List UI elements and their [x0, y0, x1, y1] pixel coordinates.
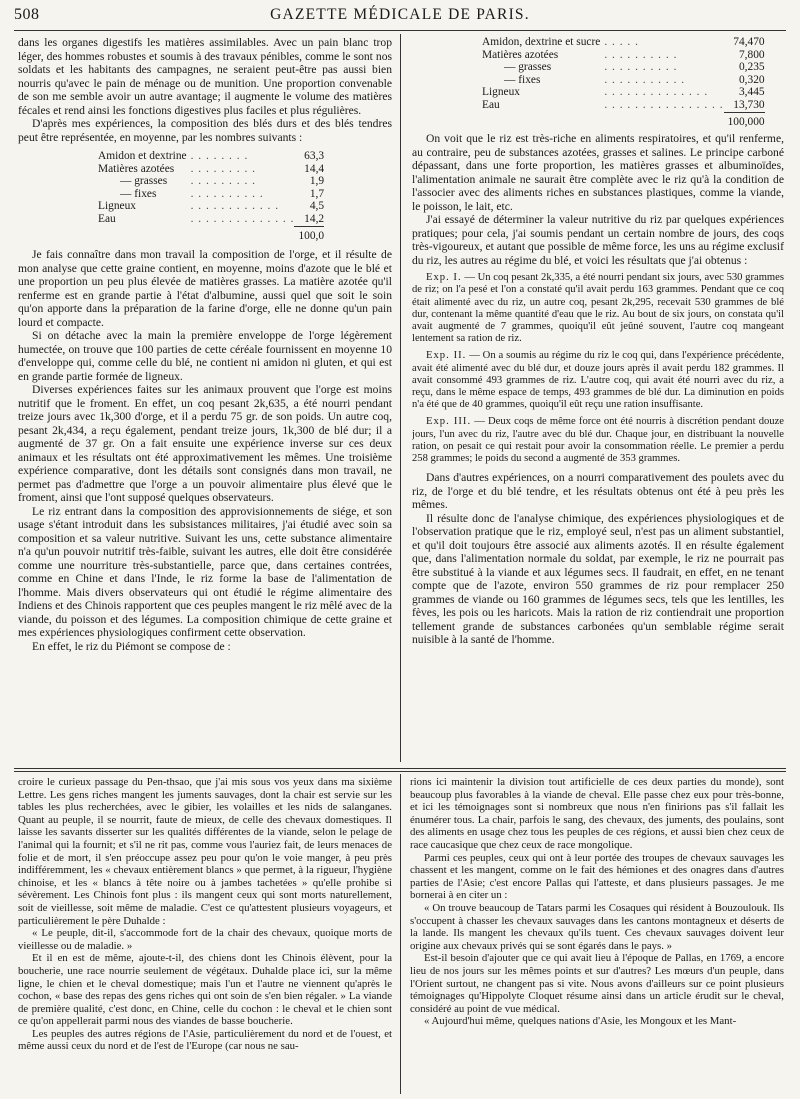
table-cell-name: — grasses: [120, 175, 168, 188]
leader-dots: . . . . . . . . . . . .: [190, 200, 280, 213]
table-total: 100,000: [724, 112, 765, 128]
article-right-column: [412, 36, 784, 762]
experiment-list: [412, 272, 784, 465]
leader-dots: . . . . . . . . .: [190, 175, 256, 188]
table-cell-value: 14,4: [304, 162, 325, 175]
table-cell-value: 3,445: [738, 86, 765, 99]
paragraph: Dans d'autres expériences, on a nourri comparativement des poulets avec du riz, de l'orge et du blé tendre, et les résultats obtenus ont été à peu près les mêmes.: [412, 471, 784, 512]
paragraph: Je fais connaître dans mon travail la composition de l'orge, et il résulte de mon analyse que cette graine contient, en moyenne, moins d'azote que le blé et une proportion un peu plus élevée de matières grasses. La matière azotée qu'il renferme est en grande partie à l'état d'albumine, aussi quel que soit le soin qu'on apporte dans la préparation de la farine d'orge, elle ne donne qu'un pain lourd et compacte.: [18, 248, 392, 329]
table-cell-name: Matières azotées: [482, 48, 559, 61]
experiment-label: Exp. II.: [426, 350, 467, 362]
leader-dots: . . . . . . . . . . . . . .: [604, 86, 709, 99]
table-total-row: [98, 226, 324, 242]
feuilleton-rule: [14, 768, 786, 769]
table-row: [98, 200, 324, 213]
paragraph: Et il en est de même, ajoute-t-il, des chiens dont les Chinois élèvent, pour la boucherie, une race nourrie seulement de végétaux. Duhalde place ici, sur la même ligne, le chien et le cheval domestique; mais l'un et l'autre ne viennent qu'après le cochon, « base des repas des gens riches qui ont soin de s'en bien régaler. » La viande de première qualité, c'est donc, en Chine, celle du cochon : le cheval et le chien sont ce qu'on appellerait parmi nous des viandes de basse boucherie.: [18, 952, 392, 1028]
experiment-text: — Un coq pesant 2k,335, a été nourri pendant six jours, avec 530 grammes de riz; on l'a pesé et l'on a constaté qu'il avait perdu 163 grammes. Pendant que ce coq était alimenté avec du riz, un autre coq, pesant 2k,295, recevait 530 grammes de blé dur, contenant la même quantité d'eau que le riz. Au bout de six jours, on constata qu'il avait augmenté de 7 grammes, quoiqu'il eût jeûné souvent, l'autre coq mangeant lentement sa ration de riz.: [412, 272, 784, 345]
table-cell-value: 1,9: [309, 175, 325, 188]
table-total: 100,0: [294, 226, 324, 242]
table-cell-name: — fixes: [504, 73, 541, 86]
paragraph: dans les organes digestifs les matières assimilables. Avec un pain blanc trop léger, des hommes robustes et soumis à des travaux pénibles, comme le sont nos soldats et les habitants des campagnes, ne seraient peut-être pas aussi bien nourris qu'avec le pain de ménage ou de munition. Une proportion convenable de son me semble avoir un autre avantage; il augmente le volume des matières fécales et rend ainsi les fonctions digestives plus faciles et plus régulières.: [18, 36, 392, 117]
table-total-row: [482, 112, 765, 128]
table-cell-name: Eau: [98, 213, 116, 226]
article-left-column: [18, 36, 392, 762]
leader-dots: . . . . . . . . .: [190, 162, 256, 175]
table-cell-value: 0,235: [738, 61, 765, 74]
table-cell-name: — fixes: [120, 187, 157, 200]
composition-table-ble: [98, 150, 324, 242]
header-rule: [14, 30, 786, 31]
table-row: [482, 61, 765, 74]
journal-title: GAZETTE MÉDICALE DE PARIS.: [270, 6, 530, 23]
table-cell-name: Amidon, dextrine et sucre: [482, 36, 601, 48]
experiment-text: — On a soumis au régime du riz le coq qui, dans l'expérience précédente, avait été alimenté avec du blé dur, et douze jours après il avait perdu 182 grammes. Il avait consommé 493 grammes de riz. L'autre coq, qui avait été nourri avec du riz, a reçu, dans le même espace de temps, 493 grammes de blé dur. La diminution en poids n'a été que de 40 grammes, quoiqu'il eût reçu une ration insuffisante.: [412, 350, 784, 411]
paragraph: On voit que le riz est très-riche en aliments respiratoires, et qu'il renferme, au contraire, peu de substances azotées, grasses et salines. Le principe carboné dépassant, dans une forte proportion, les matières grasses et albuminoïdes, l'alimentation animale ne saurait être complète avec le riz qu'à la condition de l'associer avec des aliments riches en substances plastiques, comme la viande, le poisson, le lait, etc.: [412, 132, 784, 213]
composition-table-riz: [482, 36, 765, 128]
page-header: [14, 6, 786, 28]
table-row: [98, 175, 324, 188]
table-row: [482, 99, 765, 112]
table-cell-name: Ligneux: [482, 86, 520, 99]
table-cell-value: 4,5: [309, 200, 325, 213]
paragraph: Parmi ces peuples, ceux qui ont à leur portée des troupes de chevaux sauvages les chassent et les mangent, comme on le fait des hémiones et des onagres dans d'autres parties de l'Asie; c'est encore Pallas qui l'atteste, et dans plusieurs passages. Je me bornerai à en citer un :: [410, 851, 784, 902]
table-cell-value: 1,7: [309, 187, 325, 200]
experiment-label: Exp. I.: [426, 272, 462, 284]
table-row: [98, 188, 324, 201]
table-row: [482, 49, 765, 62]
table-cell-name: Eau: [482, 99, 500, 112]
leader-dots: . . . . . . . . . .: [190, 187, 264, 200]
table-cell-name: Ligneux: [98, 200, 136, 213]
table-cell-value: 74,470: [733, 36, 765, 48]
paragraph: Si on détache avec la main la première enveloppe de l'orge légèrement humectée, on trouve que 100 parties de cette céréale fournissent en moyenne 10 d'enveloppe qui, comme celle du blé, ne contient ni amidon ni gluten, et qui est en grande partie formée de ligneux.: [18, 329, 392, 383]
quotation: « On trouve beaucoup de Tatars parmi les Cosaques qui résident à Bouzoulouk. Ils s'occupent à chasser les chevaux sauvages dans les cantons montagneux et déserts de la lande. Ils mangent les chevaux qu'ils tuent. Ces chevaux sauvages doivent leur origine aux chevaux privés qui se sont égarés dans le pays. »: [410, 901, 784, 952]
quotation: « Le peuple, dit-il, s'accommode fort de la chair des chevaux, quoique morts de vieillesse ou de maladie. »: [18, 927, 392, 952]
experiment-text: — Deux coqs de même force ont été nourris à discrétion pendant douze jours, l'un avec du riz, l'autre avec du blé dur. Chaque jour, en distribuant la nouvelle ration, on pesait ce qui restait pour avoir la consommation réelle. Le premier a perdu 258 grammes; le poids du second a augmenté de 353 grammes.: [412, 416, 784, 464]
table-cell-value: 14,2: [304, 212, 325, 225]
leader-dots: . . . . . . . .: [190, 150, 249, 162]
column-separator: [400, 774, 401, 1094]
paragraph: En effet, le riz du Piémont se compose de :: [32, 639, 231, 653]
leader-dots: . . . . . . . . . . . . . . . .: [604, 99, 724, 112]
leader-dots: . . . . .: [604, 36, 639, 48]
page-number: 508: [14, 6, 40, 23]
leader-dots: . . . . . . . . . .: [604, 48, 678, 61]
table-row: [482, 86, 765, 99]
paragraph: Diverses expériences faites sur les animaux prouvent que l'orge est moins nutritif que le froment. En effet, un coq pesant 2k,635, a été nourri pendant treize jours avec 1k,300 d'orge, et il a perdu 75 gr. de son poids. Un autre coq, pesant 2k,434, a reçu également, pendant treize jours, 1k,300 de blé dur; il a augmenté de 37 gr. On a fait ensuite une expérience inverse sur ces deux animaux et les résultats ont été approximativement les mêmes. Une troisième expérience comparative, dont les détails sont consignés dans mon travail, ne permet pas d'admettre que l'orge a un pouvoir alimentaire plus élevé que le froment, ainsi que l'ont supposé quelques observateurs.: [18, 383, 392, 505]
table-cell-name: — grasses: [504, 61, 552, 74]
table-row: [98, 163, 324, 176]
table-cell-name: Matières azotées: [98, 162, 175, 175]
paragraph: Les peuples des autres régions de l'Asie, particulièrement du nord et de l'ouest, et même aussi ceux du nord et de l'est de l'Europe (car nous ne sau-: [18, 1027, 392, 1053]
experiment-2: [412, 350, 784, 411]
paragraph: Est-il besoin d'ajouter que ce qui avait lieu à l'époque de Pallas, en 1769, a encore lieu de nos jours sur les mêmes points et sur d'autres? Les mœurs d'un peuple, dans l'Orient surtout, ne changent pas si vite. Nous avons d'ailleurs sur ce point plusieurs témoignages qu'Hippolyte Cloquet résume ainsi dans un article érudit sur le cheval, considéré au point de vue médical.: [410, 952, 784, 1015]
paragraph: Il résulte donc de l'analyse chimique, des expériences physiologiques et de l'observation pratique que le riz, employé seul, n'est pas un aliment substantiel, et qu'il doit toujours être associé aux aliments azotés. Il en résulte également que, dans l'alimentation normale du soldat, par exemple, le riz ne pourrait pas être substitué à la viande et aux légumes secs. Il faudrait, en effet, en ne tenant compte que de l'azote, environ 550 grammes de riz pour remplacer 250 grammes de viande ou 160 grammes de légumes secs, tels que les lentilles, les fèves, les pois ou les haricots. Mais la ration de riz contiendrait une proportion tellement grande de substances carbonées qu'un semblable régime serait nuisible à la santé de l'homme.: [412, 511, 784, 647]
experiment-1: [412, 272, 784, 345]
leader-dots: . . . . . . . . . . .: [604, 73, 686, 86]
table-cell-value: 7,800: [738, 48, 765, 61]
paragraph: croire le curieux passage du Pen-thsao, que j'ai mis sous vos yeux dans ma sixième Lettre. Les gens riches mangent les juments sauvages, dont la chair est servie sur les tables les plus recherchées, avec le gibier, les volailles et les nids de salanganes. Quant au peuple, il se nourrit, faute de mieux, de celle des chevaux domestiques. Il laisse les savants disserter sur les qualités différentes de la viande, selon le pelage de l'animal qui la fournit; et s'il ne rit pas, comme vous l'auriez fait, de leurs menaces de folie et de mort, il s'en préoccupe assez peu pour qu'on le voie manger, à peu près indifféremment, les « chevaux entièrement blancs » que permet, à la rigueur, l'hygiène chinoise, et les « blancs à tête noire ou à jambes tachetées » qu'elle prohibe si sévèrement. Les Chinois font plus : ils mangent ceux qui sont morts naturellement, soit de vieillesse, soit même de maladie. C'est ce qu'attestent plusieurs voyageurs, et particulièrement le père Duhalde :: [18, 776, 392, 927]
table-row: [98, 150, 324, 163]
feuilleton-rule: [14, 771, 786, 772]
table-cell-value: 0,320: [738, 73, 765, 86]
leader-dots: . . . . . . . . . . . . . .: [190, 213, 295, 226]
feuilleton-right-column: [410, 776, 784, 1094]
paragraph: J'ai essayé de déterminer la valeur nutritive du riz par quelques expériences pratiques; pour cela, j'ai soumis pendant un certain nombre de jours, des coqs très-vigoureux, et autant que possible de même force, les uns au régime exclusif du riz, les autres au régime du blé, et voici les résultats que j'ai obtenus :: [412, 213, 784, 267]
leader-dots: . . . . . . . . . .: [604, 61, 678, 74]
column-separator: [400, 34, 401, 762]
table-cell-value: 13,730: [733, 98, 765, 111]
table-row: [482, 74, 765, 87]
table-cell-name: Amidon et dextrine: [98, 150, 187, 162]
table-row: [98, 213, 324, 226]
paragraph: Le riz entrant dans la composition des approvisionnements de siége, et son usage s'étant introduit dans les subsistances militaires, j'ai étudié avec soin sa composition et sa valeur nutritive. Suivant les uns, cette substance alimentaire n'a qu'un pouvoir nutritif très-faible, suivant les autres, elle doit être considérée comme une nourriture très-substantielle, parce que, dans certaines contrées, comme en Chine et dans l'Inde, le riz forme la base de l'alimentation de l'homme. Mais divers observateurs qui ont étudié le régime alimentaire des Indiens et des Chinois rapportent que ces peuples mangent le riz mêlé avec de la viande, du poisson et des légumes. La composition chimique de cette graine et mes expériences physiologiques confirment cette observation.: [18, 504, 392, 640]
experiment-3: [412, 416, 784, 465]
paragraph: D'après mes expériences, la composition des blés durs et des blés tendres peut être représentée, en moyenne, par les nombres suivants :: [18, 117, 392, 144]
table-cell-value: 63,3: [304, 150, 325, 162]
feuilleton-left-column: [18, 776, 392, 1094]
experiment-label: Exp. III.: [426, 416, 472, 428]
table-row: [482, 36, 765, 49]
quotation: « Aujourd'hui même, quelques nations d'Asie, les Mongoux et les Mant-: [424, 1015, 737, 1028]
paragraph: rions ici maintenir la division tout artificielle de ces deux parties du monde), sont beaucoup plus favorables à la viande de cheval. Elle passe chez eux pour très-bonne, et ici les témoignages sont si nombreux que nous n'en finirions pas s'il fallait les énumérer tous. La chair, parfois le sang, des chevaux, des juments, des poulains, sont des aliments en usage chez tous les peuples de ces régions, et aussi bien chez ceux de race caucasique que chez ceux de race mongolique.: [410, 776, 784, 851]
